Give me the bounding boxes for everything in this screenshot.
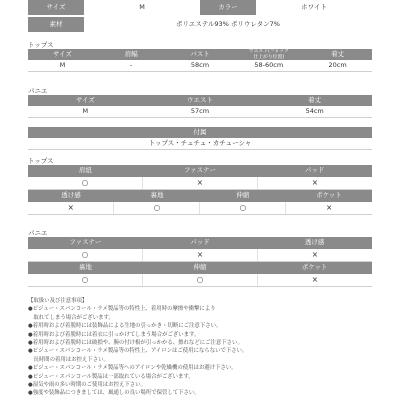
table-cell: - [97,60,166,72]
tops-size-title: トップス [28,41,54,49]
material-value: ポリエステル93% ポリウレタン7% [176,19,280,28]
skirt-features-title: パニエ [28,229,48,237]
table-cell: 20cm [303,60,372,72]
tops-features-table [28,165,372,215]
feature-header: 透け感 [257,237,372,249]
size-value: M [84,0,200,16]
feature-header: 透け感 [28,190,114,203]
table-row [28,202,372,215]
feature-header: 伸縮 [143,262,258,275]
color-value: ホワイト [256,0,372,16]
table-header-cell: サイズ [28,49,97,60]
table-header-cell: 着丈 [257,95,372,106]
tops-features-title: トップス [28,157,54,165]
table-header-cell: バスト [166,49,235,60]
accessories-value: トップス・チュチュ・カチューシャ [28,138,372,150]
accessories-header: 付属 [28,127,372,138]
table-cell: M [28,60,97,72]
table-cell: M [28,106,143,118]
care-note-line: ●着用時および着脱時には破損や、腕の付け根が引っかかる、擦れなどにご注意下さい。 [28,340,243,347]
feature-header: ファスナー [143,165,258,177]
size-label: サイズ [28,0,84,16]
feature-header: 肩紐 [28,165,143,177]
table-header-cell: 着丈 [303,49,372,60]
product-spec-sheet [28,0,372,400]
skirt-features-table [28,237,372,287]
skirt-size-table [28,95,372,118]
care-note-line: ●ビジュー・スパンコール製品は一部取れている場合がございます。 [28,373,194,380]
item-info-table [28,0,372,32]
feature-value: × [286,202,372,215]
care-note-line: ●着用時および着脱時には装飾品による生地の引っかき・切断にご注意下さい。 [28,323,222,330]
table-row [28,177,372,190]
feature-header: 裏地 [28,262,143,275]
feature-header: ファスナー [28,237,143,249]
care-note-line: ●湿気や雨の多い時期のご使用はお控え下さい。 [28,382,146,389]
feature-header: パッド [257,165,372,177]
care-note-line: ●ビジュー・スパンコール・ラメ製品等の特性上、アイロンはご使用にならないで下さい。 [28,348,248,355]
skirt-size-title: パニエ [28,87,48,95]
feature-header: ポケット [257,262,372,275]
feature-header: 伸縮 [200,190,286,203]
feature-value: × [257,274,372,287]
feature-value: × [143,177,258,190]
accessories-table [28,127,372,150]
table-cell: 57cm [143,106,258,118]
table-cell: 54cm [257,106,372,118]
table-header-cell: 肩幅 [97,49,166,60]
tops-size-table [28,49,372,72]
feature-value: ○ [28,249,143,262]
feature-value: × [143,249,258,262]
feature-value: × [28,202,114,215]
care-note-line: ●ビジュー・スパンコール・ラメ製品等へのアイロンや乾燥機の使用はお避け下さい。 [28,365,237,372]
table-header-cell: ウエスト(フォック 仕上がり位置) [234,49,303,60]
feature-value: ○ [200,202,286,215]
care-notes-title: 【取扱い及び注意事項】 [28,298,88,304]
care-note-line: 取れてしまう場合がございます。 [28,314,114,321]
feature-value: × [257,249,372,262]
table-row [28,274,372,287]
feature-value: ○ [143,274,258,287]
care-note-line: ●ビジュー・スパンコール・ラメ製品等の特性上、着用時の摩擦や衝撃により [28,306,216,313]
table-row [28,60,372,72]
table-header-cell: サイズ [28,95,143,106]
feature-value: ○ [114,202,200,215]
feature-value: × [257,177,372,190]
table-cell: 58-60cm [234,60,303,72]
feature-header: パッド [143,237,258,249]
care-notes [28,297,372,398]
material-label: 素材 [28,16,84,32]
table-cell: 58cm [166,60,235,72]
color-label: カラー [200,0,256,16]
care-note-line: 長時間の着用はお控え下さい。 [28,356,109,363]
table-row [28,249,372,262]
feature-header: 裏地 [114,190,200,203]
feature-value: ○ [28,274,143,287]
feature-value: ○ [28,177,143,190]
care-note-line: ●強度や装飾品につきましては、風通しの良い場所で保管して下さい。 [28,390,200,397]
table-row [28,106,372,118]
care-note-line: ●着用時および着脱時には着衣に引っかけてしまう場合がございます。 [28,331,200,338]
table-header-cell: ウエスト [143,95,258,106]
feature-header: ポケット [286,190,372,203]
